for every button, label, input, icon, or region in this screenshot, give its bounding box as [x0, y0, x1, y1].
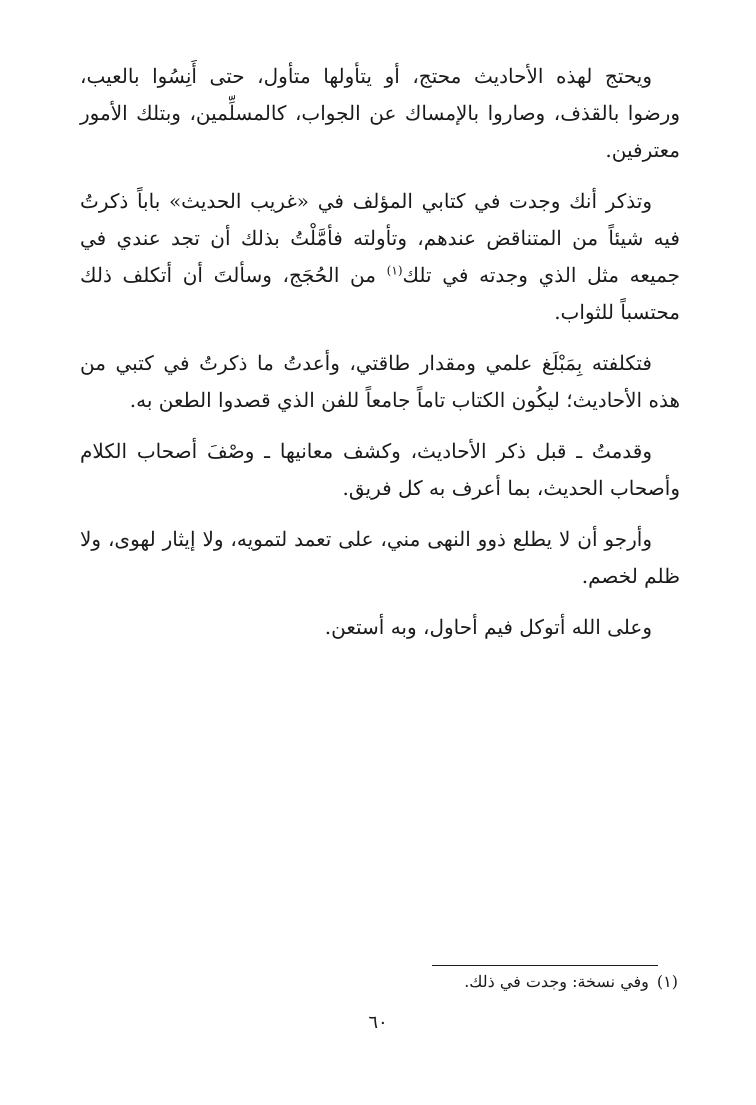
- paragraph-2-before: وتذكر أنك وجدت في كتابي المؤلف في «غريب الحديث» باباً ذكرتُ فيه شيئاً من المتناقض عندهم، وتأولته فأمَّلْتُ بذلك أن تجد عندي في جميعه مثل الذي وجدته في تلك: [80, 189, 680, 287]
- footnote: [80, 968, 678, 996]
- footnote-divider: [432, 965, 658, 966]
- main-text: [80, 58, 680, 646]
- paragraph-5: وأرجو أن لا يطلع ذوو النهى مني، على تعمد لتمويه، ولا إيثار لهوى، ولا ظلم لخصم.: [80, 527, 680, 588]
- footnote-marker: (١): [656, 972, 678, 991]
- paragraph-1: ويحتج لهذه الأحاديث محتج، أو يتأولها متأول، حتى أَنِسُوا بالعيب، ورضوا بالقذف، وصاروا بالإمساك عن الجواب، كالمسلِّمين، وبتلك الأمور معترفين.: [80, 64, 680, 162]
- paragraph-6: وعلى الله أتوكل فيم أحاول، وبه أستعن.: [324, 615, 652, 639]
- paragraph-4: وقدمتُ ـ قبل ذكر الأحاديث، وكشف معانيها ـ وصْفَ أصحاب الكلام وأصحاب الحديث، بما أعرف به كل فريق.: [80, 439, 680, 500]
- footnote-reference: (١): [386, 263, 403, 278]
- paragraph-2: [80, 183, 680, 331]
- paragraph-3: فتكلفته بِمَبْلَغ علمي ومقدار طاقتي، وأعدتُ ما ذكرتُ في كتبي من هذه الأحاديث؛ ليكُون الكتاب تاماً جامعاً للفن الذي قصدوا الطعن به.: [80, 351, 680, 412]
- footnote-text: وفي نسخة: وجدت في ذلك.: [464, 972, 649, 991]
- paragraph-2-after: من الحُجَج، وسألتَ أن أتكلف ذلك محتسباً للثواب.: [80, 263, 680, 324]
- page-number: ٦٠: [368, 1012, 388, 1033]
